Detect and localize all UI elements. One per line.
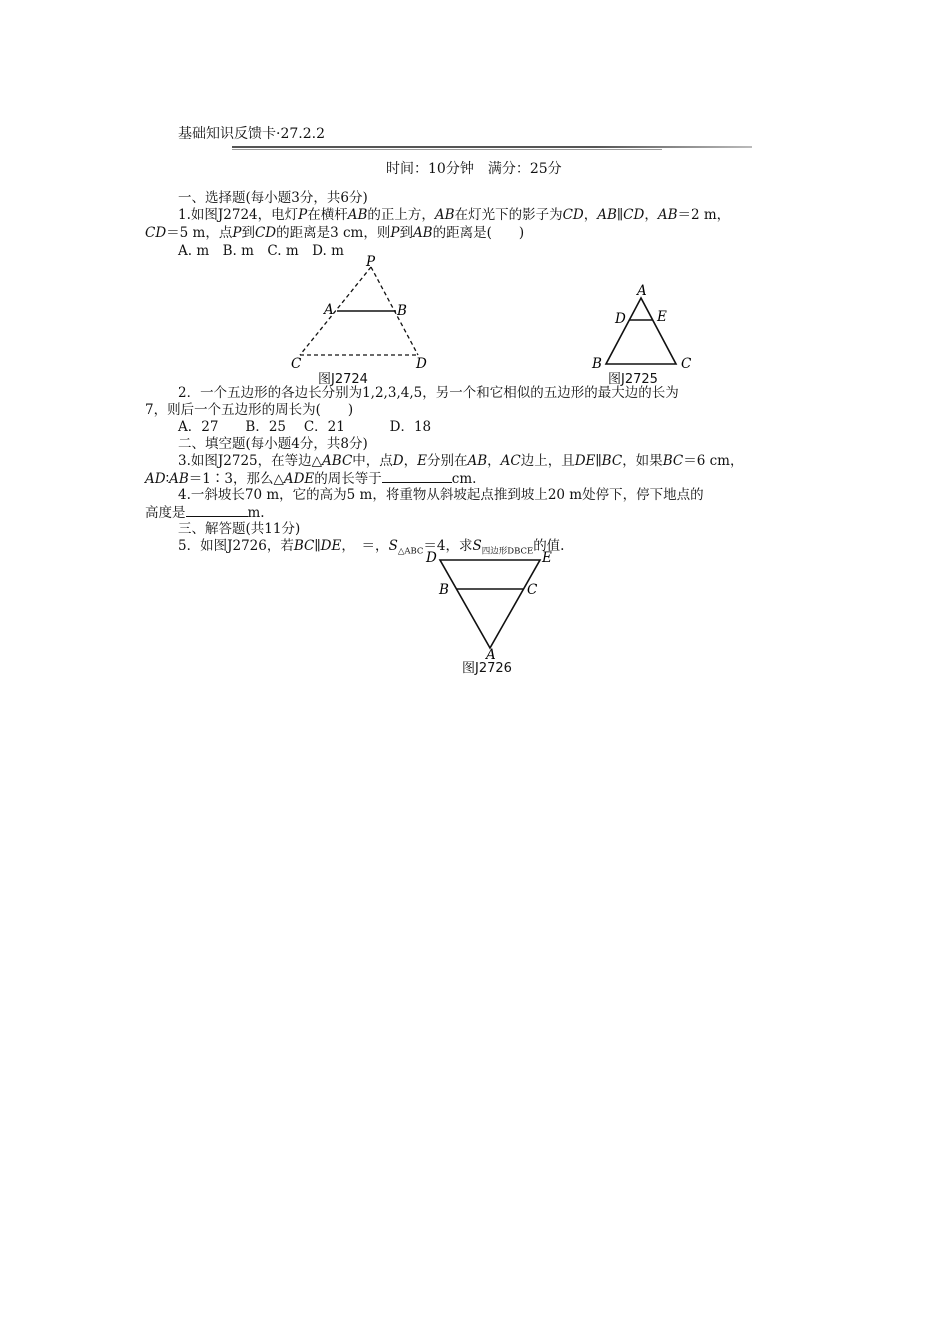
q1-line1: 1.如图J2724，电灯P在横杆AB的正上方，AB在灯光下的影子为CD，AB∥CD，AB＝2 m， (178, 207, 731, 223)
header-rule-thin (232, 149, 662, 150)
header-rule (232, 146, 752, 148)
page-header-title: 基础知识反馈卡·27.2.2 (178, 126, 325, 142)
fig1-caption: 图J2724 (318, 372, 368, 387)
q4-line2: 高度是 m. (145, 505, 265, 521)
fig2-label-d: D (615, 311, 626, 327)
q1-line2: CD＝5 m，点P到CD的距离是3 cm，则P到AB的距离是( ) (145, 225, 525, 241)
q2-options: A．27 B．25 C．21 D．18 (178, 419, 432, 435)
fig2-caption: 图J2725 (608, 372, 658, 387)
fig1-label-p: P (366, 255, 376, 270)
time-info: 时间：10分钟 满分：25分 (386, 161, 562, 177)
section3-heading: 三、解答题(共11分) (178, 521, 301, 537)
fig1-label-d: D (416, 356, 427, 372)
fig3-label-c: C (527, 582, 538, 598)
figure-j2725 (585, 280, 695, 372)
fig3-label-a: A (486, 647, 496, 660)
fig1-label-b: B (397, 303, 407, 319)
q1-options: A. m B. m C. m D. m (178, 243, 344, 259)
fig1-label-c: C (291, 356, 302, 372)
fig3-label-e: E (542, 550, 552, 566)
fig3-label-b: B (439, 582, 449, 598)
fig3-caption: 图J2726 (462, 661, 512, 676)
q4-line1: 4.一斜坡长70 m，它的高为5 m，将重物从斜坡起点推到坡上20 m处停下，停下地点的 (178, 487, 704, 503)
fig2-label-c: C (681, 356, 692, 372)
q3-line2: AD∶AB＝1∶3，那么△ADE的周长等于 cm. (145, 471, 477, 487)
fig2-label-e: E (657, 309, 667, 325)
fig3-label-d: D (426, 550, 437, 566)
q5-line: 5．如图J2726，若BC∥DE， ＝，$S_{\triangle ABC}=4$，求$S_{四边形DBCE}$的值. (178, 538, 565, 557)
q2-line1: 2．一个五边形的各边长分别为1,2,3,4,5，另一个和它相似的五边形的最大边的长为 (178, 385, 679, 401)
section1-heading: 一、选择题(每小题3分，共6分) (178, 190, 368, 206)
section2-heading: 二、填空题(每小题4分，共8分) (178, 436, 368, 452)
q3-line1: 3.如图J2725，在等边△ABC中，点D，E分别在AB，AC边上，且DE∥BC，如果BC＝6 cm， (178, 453, 744, 469)
q2-line2: 7，则后一个五边形的周长为( ) (145, 402, 354, 418)
figure-j2726 (420, 548, 560, 660)
fig2-label-b: B (592, 356, 602, 372)
fig2-label-a: A (637, 283, 647, 299)
q4-answer-blank[interactable] (186, 504, 248, 517)
q3-answer-blank[interactable] (382, 470, 452, 483)
figure-j2724 (280, 255, 440, 385)
fig1-label-a: A (324, 302, 334, 318)
